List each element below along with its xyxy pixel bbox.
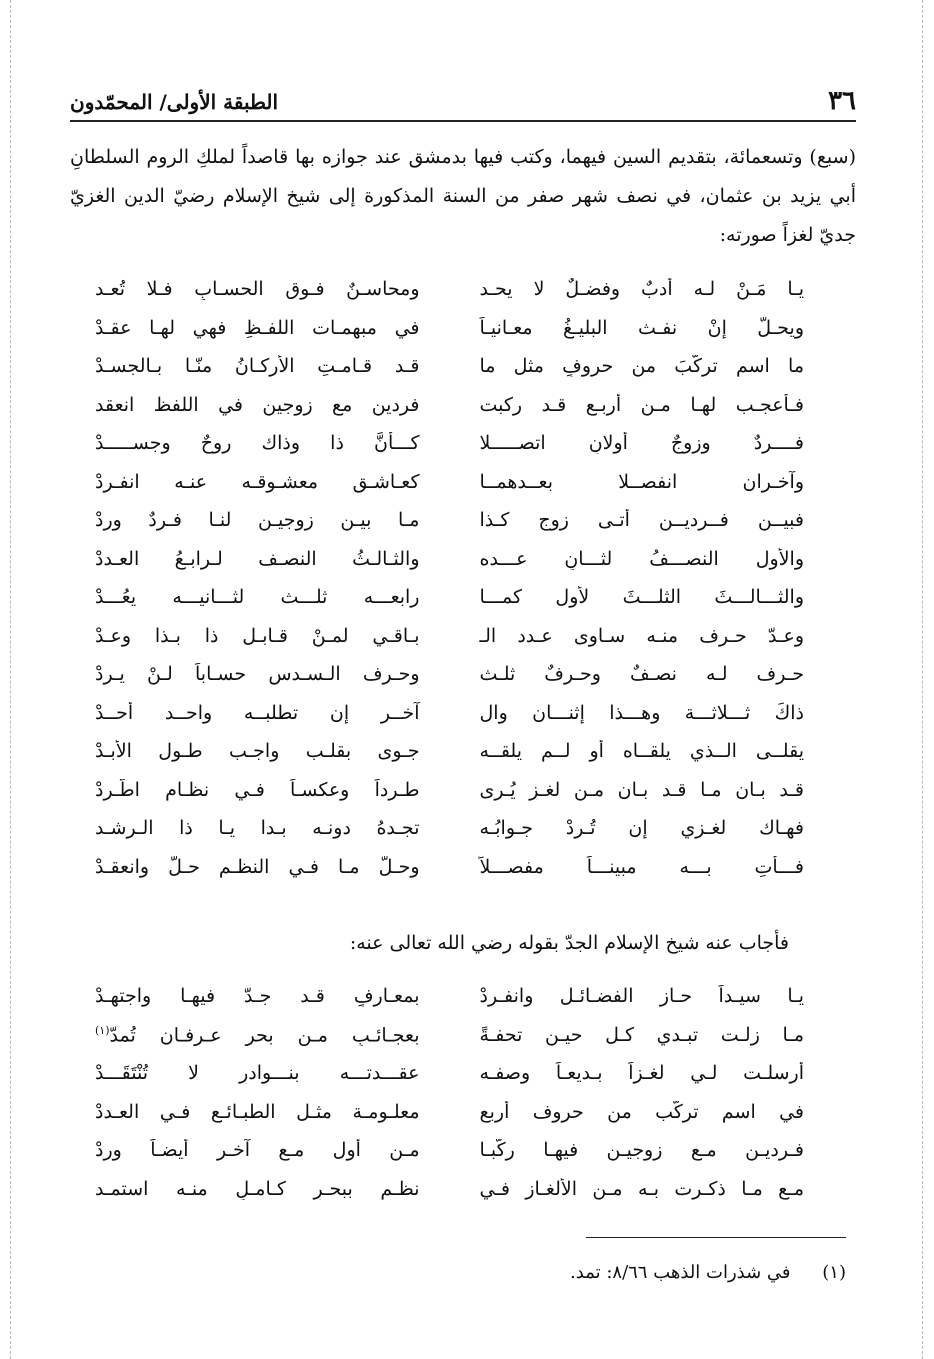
verse-line: [95, 1054, 804, 1093]
verse-first-hemistich: وعـدّ حـرف منـه سـاوى عـدد الـ: [479, 624, 804, 647]
verse-second-hemistich: في مبهمـات اللفـظِ فهي لهـا عقـدْ: [95, 316, 420, 339]
verse-line: [95, 578, 804, 617]
verse-first-hemistich: ويحـلُّ إنْ نفـث البليـغُ معـانيـاً: [479, 316, 804, 339]
footnote-text: في شذرات الذهب ٨/٦٦: تمد.: [570, 1262, 791, 1283]
verse-first-hemistich: فــــردٌ وزوجٌ أولانِ اتصـــــلا: [479, 432, 804, 455]
verse-second-hemistich: بـاقـي لمـنْ قـابـل ذا بـذا وعـدْ: [95, 624, 420, 647]
verse-first-hemistich: أرسلـت لـي لغـزاً بـديعـاً وصفـه: [479, 1062, 804, 1085]
verse-second-hemistich: جـوى بقلـب واجـب طـول الأبـدْ: [95, 740, 420, 763]
verse-line: [95, 771, 804, 810]
verse-line: [95, 270, 804, 309]
verse-second-hemistich: آخــر إن تطلبــه واحــد أحــدْ: [95, 701, 420, 724]
verse-second-hemistich: وحـلّ مـا فـي النظـم حـلّ وانعقـدْ: [95, 855, 420, 878]
verse-first-hemistich: والثـــالـــثَ الثلـــثَ لأول كمـــا: [479, 586, 804, 609]
page-edge-left: [10, 0, 11, 1359]
verse-line: [95, 1131, 804, 1170]
verse-line: [95, 309, 804, 348]
verse-line: [95, 848, 804, 887]
running-title: الطبقة الأولى/ المحمّدون: [70, 90, 279, 114]
verse-first-hemistich: في اسم تركّب من حروف أربع: [479, 1100, 804, 1123]
verse-first-hemistich: فـــأتِ بـــه مبينـــاً مفصـــلاً: [479, 855, 804, 878]
verse-second-hemistich: رابعـــه ثلـــث لثـــانيـــه يعُـــدْ: [95, 586, 420, 609]
verse-second-hemistich: فردين مع زوجين في اللفظ انعقد: [95, 393, 420, 416]
verse-second-hemistich: بمعـارفٍ قـد جـدّ فيهـا واجتهـدْ: [95, 985, 420, 1008]
verse-second-hemistich: تجـدهُ دونـه بـدا يـا ذا الـرشـد: [95, 817, 420, 840]
verse-line: [95, 977, 804, 1016]
verse-second-hemistich: كعـاشـقٍ معشـوقـه عنـه انفـردْ: [95, 470, 420, 493]
verse-first-hemistich: ذاكَ ثـــلاثـــة وهـــذا إثنـــان وال: [479, 701, 804, 724]
verse-line: [95, 386, 804, 425]
verse-first-hemistich: وآخـران انفصــلا بعــدهمــا: [479, 470, 804, 493]
verse-second-hemistich: بعجـائـبٍ مـن بحر عـرفـان تُمدّ$^{(١)}$: [95, 1023, 420, 1046]
verse-line: [95, 501, 804, 540]
verse-line: [95, 732, 804, 771]
verse-first-hemistich: فـأعجـب لهـا مـن أربـع قـد ركبت: [479, 393, 804, 416]
verse-first-hemistich: والأول النصـــفُ لثـــانٍ عـــده: [479, 547, 804, 570]
verse-second-hemistich: نظـم ببحـرٍ كـامـلٍ منـه استمـد: [95, 1177, 420, 1200]
verse-first-hemistich: ما اسم تركَّبَ من حروفٍ مثل ما: [479, 355, 804, 378]
poem-riddle: [95, 270, 804, 886]
verse-first-hemistich: فبيــن فــرديــنِ أتـى زوج كـذا: [479, 509, 804, 532]
verse-line: [95, 1016, 804, 1055]
verse-first-hemistich: يـا مَـنْ لـه أدبٌ وفضـلٌ لا يحـد: [479, 278, 804, 301]
verse-line: [95, 1093, 804, 1132]
verse-line: [95, 809, 804, 848]
footnote-number: (١): [822, 1262, 846, 1283]
verse-second-hemistich: كـــأنَّ ذا وذاك روحٌ وجســـــدْ: [95, 432, 420, 455]
verse-line: [95, 540, 804, 579]
verse-second-hemistich: عقـــدتـــه بنـــوادرٍ لا تُنْتَقَـــدْ: [95, 1062, 420, 1085]
verse-first-hemistich: مـع مـا ذكـرت بـه مـن الألغـاز فـي: [479, 1177, 804, 1200]
verse-line: [95, 347, 804, 386]
verse-line: [95, 655, 804, 694]
verse-line: [95, 694, 804, 733]
poem-answer: [95, 977, 804, 1208]
footnote: [70, 1262, 846, 1283]
verse-first-hemistich: يـا سيـداً حـاز الفضـائـل وانفـردْ: [479, 985, 804, 1008]
verse-first-hemistich: حـرف لـه نصـفٌ وحـرفٌ ثلـث: [479, 663, 804, 686]
verse-second-hemistich: قـد قـامـتِ الأركـانُ منّـا بـالجسـدْ: [95, 355, 420, 378]
verse-first-hemistich: يقلــى الــذي يلقــاه أو لــم يلقــه: [479, 740, 804, 763]
verse-second-hemistich: طـرداً وعكسـاً فـي نظـام اطّـردْ: [95, 778, 420, 801]
footnote-marker: (١): [95, 1023, 110, 1037]
answer-intro: فأجاب عنه شيخ الإسلام الجدّ بقوله رضي الله تعالى عنه:: [349, 932, 789, 954]
page-header: [70, 76, 856, 122]
verse-first-hemistich: مـا زلـت تبـدي كـل حيـنٍ تحفـةً: [479, 1023, 804, 1046]
intro-paragraph: (سبع) وتسعمائة، بتقديم السين فيهما، وكتب فيها بدمشق عند جوازه بها قاصداً لملكِ الروم السلطانِ أبي يزيد بن عثمان، في نصف شهر صفر من السنة المذكورة إلى شيخ الإسلام رضيّ الدين الغزيّ جديّ لغزاً صورته:: [70, 146, 856, 246]
verse-second-hemistich: مـن أول مـع آخـر أيضـاً وردْ: [95, 1139, 420, 1162]
verse-line: [95, 424, 804, 463]
verse-second-hemistich: وحـرف الـسـدس حسـاباً لـنْ يـردْ: [95, 663, 420, 686]
verse-line: [95, 463, 804, 502]
verse-second-hemistich: ومحاسـنٌ فـوق الحسـابِ فـلا تُعـد: [95, 278, 420, 301]
page-edge-right: [922, 0, 923, 1359]
verse-line: [95, 617, 804, 656]
verse-first-hemistich: فهـاك لغـزي إن تُـردْ جـوابُـه: [479, 817, 804, 840]
verse-second-hemistich: معلـومـة مثـل الطبـائـع فـي العـددْ: [95, 1100, 420, 1123]
verse-first-hemistich: قـد بـان مـا قـد بـان مـن لغـز يُـرى: [479, 778, 804, 801]
verse-second-hemistich: والثـالـثُ النصـف لـرابـعُ العـددْ: [95, 547, 420, 570]
footnote-divider: [586, 1237, 846, 1238]
verse-second-hemistich: مـا بيـن زوجيـن لنـا فـردٌ وردْ: [95, 509, 420, 532]
verse-first-hemistich: فـرديـن مـع زوجيـن فيهـا ركّبـا: [479, 1139, 804, 1162]
verse-line: [95, 1170, 804, 1209]
page-number: ٣٦: [828, 86, 856, 116]
